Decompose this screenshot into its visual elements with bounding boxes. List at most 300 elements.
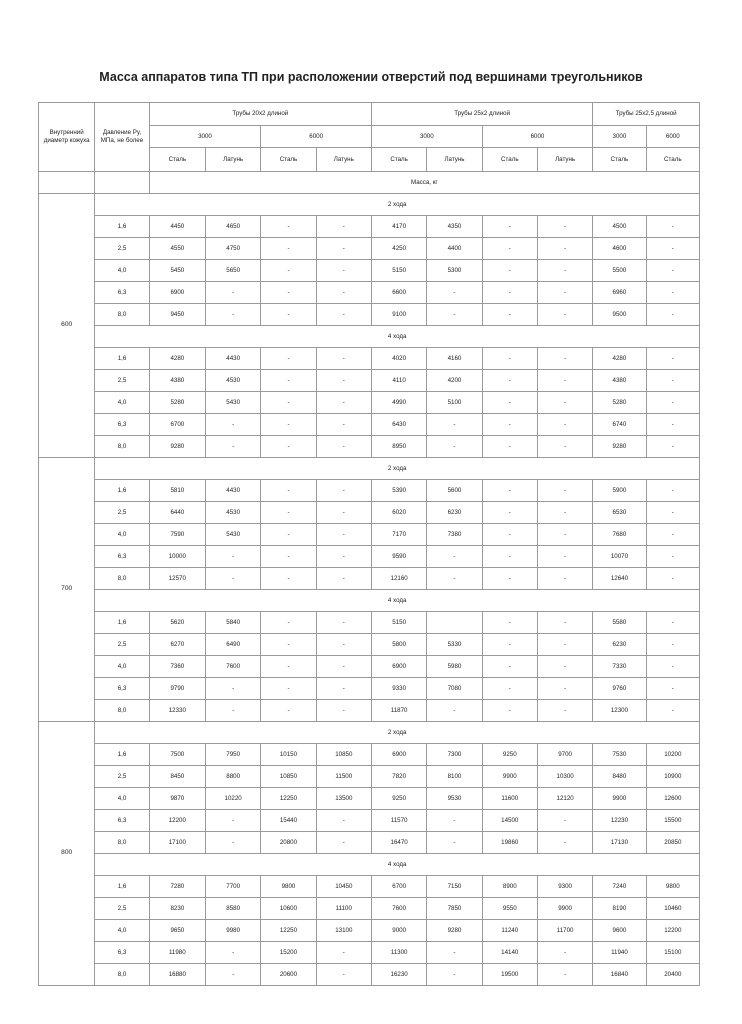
mass-cell: - — [316, 392, 371, 414]
table-row — [39, 304, 700, 326]
mass-cell: - — [316, 260, 371, 282]
pressure-cell: 2,5 — [95, 634, 149, 656]
mass-cell: - — [537, 964, 592, 986]
table-row — [39, 876, 700, 898]
mass-cell: 4380 — [593, 370, 646, 392]
mass-cell: - — [316, 832, 371, 854]
mass-cell: - — [261, 282, 316, 304]
mass-cell: 5900 — [593, 480, 646, 502]
mass-cell: 10460 — [646, 898, 699, 920]
mass-cell: 9790 — [149, 678, 205, 700]
mass-cell: - — [316, 370, 371, 392]
header-pressure: Давление Ру, МПа, не более — [95, 103, 149, 172]
mass-cell: - — [646, 348, 699, 370]
mass-cell: 9280 — [427, 920, 482, 942]
mass-cell: 12250 — [261, 920, 316, 942]
mass-cell: 4750 — [205, 238, 260, 260]
mass-cell: 4450 — [149, 216, 205, 238]
mass-cell: 5650 — [205, 260, 260, 282]
mass-cell: - — [537, 942, 592, 964]
mass-cell: 9100 — [371, 304, 426, 326]
mass-cell: 10450 — [316, 876, 371, 898]
mass-cell: 20850 — [646, 832, 699, 854]
mass-cell: 13100 — [316, 920, 371, 942]
mass-cell: - — [427, 414, 482, 436]
table-row-block-label — [39, 854, 700, 876]
mass-cell: - — [537, 656, 592, 678]
table-row — [39, 480, 700, 502]
mass-cell: - — [482, 370, 537, 392]
mass-cell: - — [646, 238, 699, 260]
mass-cell: 9800 — [261, 876, 316, 898]
mass-cell: 4400 — [427, 238, 482, 260]
mass-cell: - — [537, 304, 592, 326]
mass-cell: 9650 — [149, 920, 205, 942]
table-row — [39, 348, 700, 370]
mass-cell: 10150 — [261, 744, 316, 766]
block-label: 4 хода — [95, 854, 700, 876]
mass-cell: 9900 — [593, 788, 646, 810]
mass-cell: - — [537, 480, 592, 502]
mass-cell: 7240 — [593, 876, 646, 898]
mass-cell: - — [537, 612, 592, 634]
table-row-block-label — [39, 326, 700, 348]
pressure-cell: 4,0 — [95, 524, 149, 546]
mass-cell: 8950 — [371, 436, 426, 458]
mass-cell: 15500 — [646, 810, 699, 832]
header-length: 3000 — [149, 126, 261, 148]
mass-cell: 9000 — [371, 920, 426, 942]
mass-cell: 5840 — [205, 612, 260, 634]
mass-cell: 6230 — [593, 634, 646, 656]
mass-cell: - — [316, 282, 371, 304]
table-row-block-label — [39, 722, 700, 744]
mass-cell: 5300 — [427, 260, 482, 282]
mass-cell: 4500 — [593, 216, 646, 238]
mass-cell: - — [205, 304, 260, 326]
mass-cell: 7500 — [149, 744, 205, 766]
mass-cell: - — [537, 634, 592, 656]
pressure-cell: 2,5 — [95, 502, 149, 524]
mass-cell: - — [261, 260, 316, 282]
mass-cell: - — [261, 304, 316, 326]
mass-cell: 7700 — [205, 876, 260, 898]
mass-cell: 9870 — [149, 788, 205, 810]
mass-cell: 4600 — [593, 238, 646, 260]
mass-cell: - — [205, 436, 260, 458]
pressure-cell: 2,5 — [95, 238, 149, 260]
mass-cell: 12250 — [261, 788, 316, 810]
mass-cell: 6700 — [371, 876, 426, 898]
mass-cell: 4990 — [371, 392, 426, 414]
mass-cell: - — [261, 436, 316, 458]
pressure-cell: 6,3 — [95, 678, 149, 700]
mass-cell: 12230 — [593, 810, 646, 832]
pressure-cell: 2,5 — [95, 370, 149, 392]
mass-cell: 10850 — [316, 744, 371, 766]
mass-cell: - — [482, 546, 537, 568]
mass-cell: - — [316, 700, 371, 722]
mass-cell: - — [537, 502, 592, 524]
mass-cell: - — [482, 260, 537, 282]
table-row-block-label — [39, 194, 700, 216]
table-row — [39, 414, 700, 436]
header-length: 6000 — [646, 126, 699, 148]
mass-cell: 5330 — [427, 634, 482, 656]
pressure-cell: 1,6 — [95, 480, 149, 502]
mass-cell: 6700 — [149, 414, 205, 436]
table-row — [39, 766, 700, 788]
mass-cell: 9980 — [205, 920, 260, 942]
pressure-cell: 6,3 — [95, 546, 149, 568]
mass-cell: 7600 — [371, 898, 426, 920]
diameter-cell: 700 — [39, 458, 95, 722]
mass-cell: 7680 — [593, 524, 646, 546]
table-row — [39, 238, 700, 260]
mass-cell: 12600 — [646, 788, 699, 810]
mass-cell: 5430 — [205, 392, 260, 414]
mass-cell: 10300 — [537, 766, 592, 788]
mass-cell: 7300 — [427, 744, 482, 766]
mass-cell: 19500 — [482, 964, 537, 986]
table-row — [39, 634, 700, 656]
mass-cell: 5280 — [593, 392, 646, 414]
mass-cell: 20800 — [261, 832, 316, 854]
mass-cell: - — [482, 216, 537, 238]
mass-cell: 4530 — [205, 370, 260, 392]
table-row — [39, 282, 700, 304]
mass-cell: 5800 — [371, 634, 426, 656]
mass-cell: 12160 — [371, 568, 426, 590]
mass-cell: - — [537, 700, 592, 722]
mass-cell: 9800 — [646, 876, 699, 898]
header-material: Латунь — [205, 148, 260, 172]
header-material: Сталь — [646, 148, 699, 172]
mass-cell: 9760 — [593, 678, 646, 700]
mass-cell: - — [316, 414, 371, 436]
header-blank — [95, 172, 149, 194]
mass-cell: 5580 — [593, 612, 646, 634]
mass-cell: 4280 — [149, 348, 205, 370]
mass-cell: - — [482, 392, 537, 414]
mass-cell: 10070 — [593, 546, 646, 568]
mass-cell: 6020 — [371, 502, 426, 524]
mass-cell: - — [261, 612, 316, 634]
mass-cell: 4170 — [371, 216, 426, 238]
mass-cell: - — [482, 656, 537, 678]
mass-cell: 14500 — [482, 810, 537, 832]
mass-cell: 20600 — [261, 964, 316, 986]
mass-cell: - — [316, 502, 371, 524]
table-row — [39, 678, 700, 700]
pressure-cell: 4,0 — [95, 392, 149, 414]
mass-cell: 9600 — [593, 920, 646, 942]
mass-cell: 15200 — [261, 942, 316, 964]
mass-cell: 6900 — [149, 282, 205, 304]
mass-cell: 13500 — [316, 788, 371, 810]
mass-cell: - — [646, 480, 699, 502]
pressure-cell: 1,6 — [95, 216, 149, 238]
table-row — [39, 656, 700, 678]
mass-cell: 12640 — [593, 568, 646, 590]
header-group-25x2-5: Трубы 25х2,5 длиной — [593, 103, 700, 126]
table-row — [39, 612, 700, 634]
table-row — [39, 964, 700, 986]
header-material: Сталь — [149, 148, 205, 172]
header-length: 6000 — [482, 126, 593, 148]
mass-cell: - — [261, 414, 316, 436]
mass-cell: 8800 — [205, 766, 260, 788]
block-label: 2 хода — [95, 722, 700, 744]
mass-cell: - — [537, 348, 592, 370]
mass-cell: - — [646, 656, 699, 678]
mass-cell: - — [261, 238, 316, 260]
mass-cell: 7950 — [205, 744, 260, 766]
mass-cell: - — [482, 524, 537, 546]
mass-cell: - — [646, 568, 699, 590]
mass-cell: 4160 — [427, 348, 482, 370]
mass-cell: - — [537, 524, 592, 546]
mass-cell: - — [427, 568, 482, 590]
mass-cell: - — [482, 502, 537, 524]
pressure-cell: 1,6 — [95, 744, 149, 766]
header-row-mass — [39, 172, 700, 194]
mass-cell: 4530 — [205, 502, 260, 524]
mass-cell: 5430 — [205, 524, 260, 546]
mass-cell: 7380 — [427, 524, 482, 546]
table-row — [39, 216, 700, 238]
mass-cell: 8230 — [149, 898, 205, 920]
table-row — [39, 392, 700, 414]
mass-cell: - — [427, 436, 482, 458]
mass-cell: - — [205, 546, 260, 568]
header-material: Латунь — [316, 148, 371, 172]
mass-cell: 9330 — [371, 678, 426, 700]
mass-cell: 6600 — [371, 282, 426, 304]
mass-cell: - — [261, 634, 316, 656]
mass-cell: 6490 — [205, 634, 260, 656]
mass-cell: - — [646, 392, 699, 414]
mass-cell: 9550 — [482, 898, 537, 920]
table-row — [39, 832, 700, 854]
mass-cell: - — [482, 612, 537, 634]
mass-cell: 9590 — [371, 546, 426, 568]
mass-cell: 11300 — [371, 942, 426, 964]
pressure-cell: 4,0 — [95, 788, 149, 810]
pressure-cell: 1,6 — [95, 876, 149, 898]
header-group-20x2: Трубы 20х2 длиной — [149, 103, 371, 126]
mass-cell: 6230 — [427, 502, 482, 524]
mass-cell: 12200 — [149, 810, 205, 832]
pressure-cell: 6,3 — [95, 414, 149, 436]
mass-cell: 6740 — [593, 414, 646, 436]
mass-cell: - — [316, 656, 371, 678]
table-row — [39, 546, 700, 568]
mass-cell: 5280 — [149, 392, 205, 414]
mass-cell: 5390 — [371, 480, 426, 502]
mass-cell: 15440 — [261, 810, 316, 832]
mass-cell: - — [427, 942, 482, 964]
mass-cell: - — [316, 964, 371, 986]
mass-cell: - — [482, 678, 537, 700]
mass-cell: 4430 — [205, 348, 260, 370]
mass-cell: 9450 — [149, 304, 205, 326]
mass-cell: - — [261, 348, 316, 370]
mass-cell: - — [482, 304, 537, 326]
mass-cell: 9250 — [371, 788, 426, 810]
mass-cell: - — [261, 524, 316, 546]
mass-cell: 6430 — [371, 414, 426, 436]
mass-cell: 6530 — [593, 502, 646, 524]
mass-cell: - — [316, 524, 371, 546]
table-row-block-label — [39, 590, 700, 612]
mass-cell: - — [482, 568, 537, 590]
mass-cell: 5620 — [149, 612, 205, 634]
mass-cell: 7330 — [593, 656, 646, 678]
mass-cell: 7080 — [427, 678, 482, 700]
mass-cell: - — [482, 238, 537, 260]
mass-table — [38, 102, 700, 986]
header-length: 3000 — [371, 126, 482, 148]
mass-cell: 4110 — [371, 370, 426, 392]
mass-cell: 4550 — [149, 238, 205, 260]
mass-cell: - — [537, 568, 592, 590]
mass-cell: - — [646, 546, 699, 568]
table-row — [39, 920, 700, 942]
mass-cell: - — [646, 370, 699, 392]
mass-cell: - — [537, 832, 592, 854]
mass-cell: - — [316, 238, 371, 260]
mass-cell: 17130 — [593, 832, 646, 854]
mass-cell: 16230 — [371, 964, 426, 986]
mass-cell: - — [261, 678, 316, 700]
mass-cell: 7530 — [593, 744, 646, 766]
page-title: Масса аппаратов типа ТП при расположении отверстий под вершинами треугольников — [99, 70, 643, 84]
pressure-cell: 4,0 — [95, 260, 149, 282]
mass-cell: 11870 — [371, 700, 426, 722]
mass-cell: 5150 — [371, 612, 426, 634]
mass-cell: 4350 — [427, 216, 482, 238]
mass-cell: - — [427, 810, 482, 832]
mass-cell: 9280 — [593, 436, 646, 458]
mass-cell: 11500 — [316, 766, 371, 788]
pressure-cell: 6,3 — [95, 282, 149, 304]
mass-cell: 7600 — [205, 656, 260, 678]
mass-cell: 9300 — [537, 876, 592, 898]
mass-cell: 8190 — [593, 898, 646, 920]
mass-cell: - — [316, 480, 371, 502]
mass-cell: 12300 — [593, 700, 646, 722]
mass-cell: 8100 — [427, 766, 482, 788]
mass-cell: - — [537, 546, 592, 568]
pressure-cell: 2,5 — [95, 898, 149, 920]
mass-cell: - — [261, 392, 316, 414]
mass-cell: - — [646, 260, 699, 282]
pressure-cell: 8,0 — [95, 304, 149, 326]
mass-cell: 11980 — [149, 942, 205, 964]
mass-cell: 9500 — [593, 304, 646, 326]
header-material: Сталь — [482, 148, 537, 172]
header-material: Сталь — [261, 148, 316, 172]
mass-cell: 11570 — [371, 810, 426, 832]
mass-cell: - — [646, 678, 699, 700]
pressure-cell: 6,3 — [95, 942, 149, 964]
mass-cell: - — [537, 282, 592, 304]
mass-cell: - — [205, 832, 260, 854]
mass-cell: - — [646, 216, 699, 238]
pressure-cell: 6,3 — [95, 810, 149, 832]
mass-cell: 5810 — [149, 480, 205, 502]
mass-cell: 12200 — [646, 920, 699, 942]
table-row — [39, 942, 700, 964]
mass-cell: 11700 — [537, 920, 592, 942]
table-row — [39, 260, 700, 282]
header-group-25x2: Трубы 25х2 длиной — [371, 103, 592, 126]
table-row-block-label — [39, 458, 700, 480]
mass-cell: 10900 — [646, 766, 699, 788]
mass-cell: 9900 — [482, 766, 537, 788]
mass-cell: - — [482, 348, 537, 370]
header-row-groups — [39, 103, 700, 126]
mass-cell: 4380 — [149, 370, 205, 392]
mass-cell: - — [482, 634, 537, 656]
table-row — [39, 898, 700, 920]
mass-cell: 5600 — [427, 480, 482, 502]
mass-cell: 9700 — [537, 744, 592, 766]
mass-cell: - — [316, 348, 371, 370]
mass-cell: 8480 — [593, 766, 646, 788]
mass-cell: 11100 — [316, 898, 371, 920]
mass-cell: 10850 — [261, 766, 316, 788]
mass-cell: 12570 — [149, 568, 205, 590]
diameter-cell: 800 — [39, 722, 95, 986]
mass-cell: 11600 — [482, 788, 537, 810]
mass-cell: 5100 — [427, 392, 482, 414]
table-row — [39, 788, 700, 810]
mass-cell: - — [537, 260, 592, 282]
mass-cell: 10220 — [205, 788, 260, 810]
mass-cell: 7590 — [149, 524, 205, 546]
mass-cell: 7820 — [371, 766, 426, 788]
mass-cell: 4280 — [593, 348, 646, 370]
block-label: 2 хода — [95, 458, 700, 480]
pressure-cell: 8,0 — [95, 964, 149, 986]
pressure-cell: 2,5 — [95, 766, 149, 788]
mass-cell: 7360 — [149, 656, 205, 678]
mass-cell: 9900 — [537, 898, 592, 920]
mass-cell: 11240 — [482, 920, 537, 942]
mass-cell: - — [646, 304, 699, 326]
mass-cell: 7850 — [427, 898, 482, 920]
mass-cell: - — [205, 942, 260, 964]
mass-cell: - — [646, 436, 699, 458]
header-mass-label: Масса, кг — [149, 172, 699, 194]
mass-cell: - — [316, 568, 371, 590]
header-length: 6000 — [261, 126, 372, 148]
pressure-cell: 4,0 — [95, 920, 149, 942]
mass-cell: - — [537, 810, 592, 832]
mass-cell: - — [427, 546, 482, 568]
mass-cell: - — [646, 414, 699, 436]
pressure-cell: 4,0 — [95, 656, 149, 678]
table-row — [39, 370, 700, 392]
pressure-cell: 1,6 — [95, 348, 149, 370]
mass-cell: - — [261, 480, 316, 502]
mass-cell: - — [482, 282, 537, 304]
mass-cell: - — [427, 964, 482, 986]
mass-cell: - — [427, 304, 482, 326]
mass-cell: - — [261, 568, 316, 590]
